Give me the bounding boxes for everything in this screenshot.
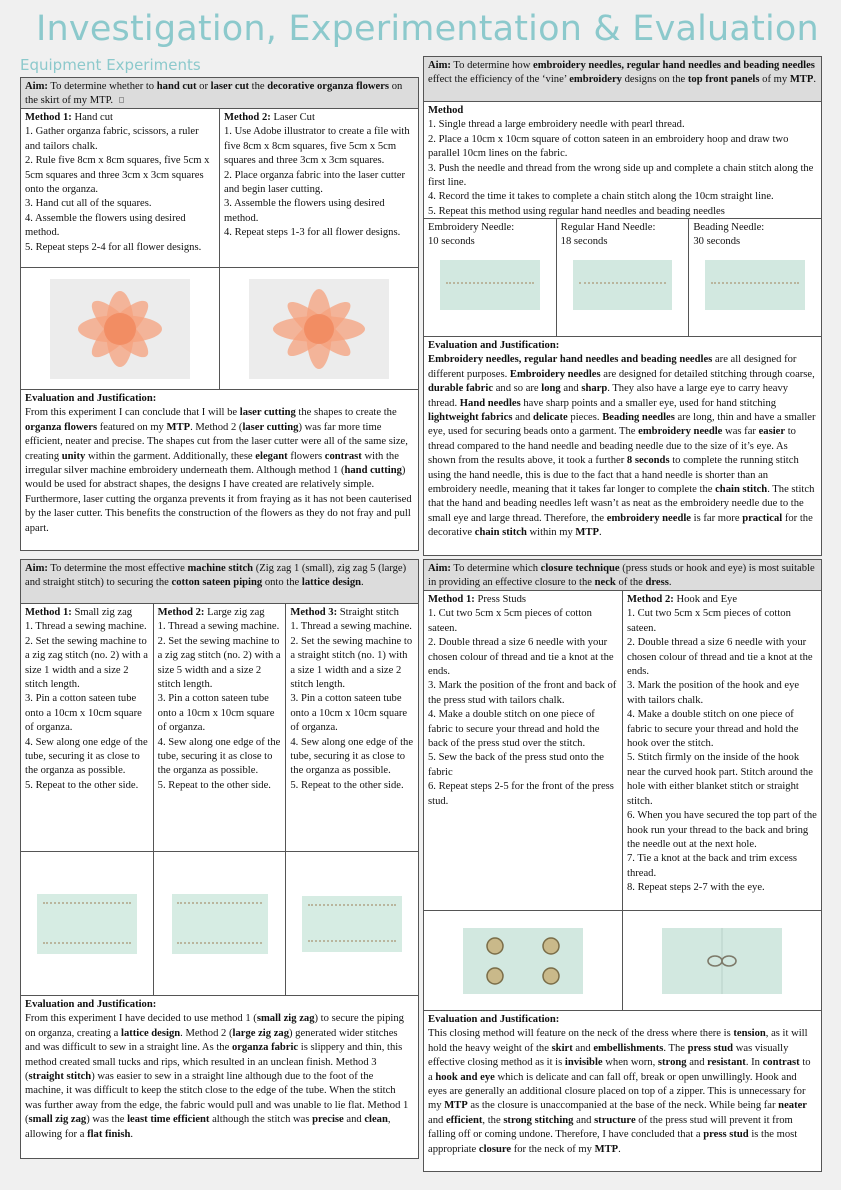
method-step: 5. Repeat this method using regular hand needles and beading needles: [428, 205, 725, 217]
beading-needle-swatch: [705, 260, 805, 310]
hook-and-eye-image: [662, 928, 782, 994]
organza-method-2: [220, 109, 418, 267]
method-step: 4. Make a double stitch on one piece of fabric to secure your thread and hold the back of the press stud over the stitch.: [428, 709, 600, 750]
method-heading: Method 2: Hook and Eye: [627, 594, 738, 605]
organza-eval-title: Evaluation and Justification:: [25, 393, 157, 404]
method-step: 1. Cut two 5cm x 5cm pieces of cotton sateen.: [428, 608, 592, 634]
closure-method-2: [623, 591, 821, 910]
hand-needle-swatch: [573, 260, 673, 310]
method-step: 2. Set the sewing machine to a zig zag stitch (no. 2) with a size 5 width and a size 2 stitch length.: [157, 635, 281, 691]
method-step: 1. Thread a sewing machine.: [25, 621, 147, 633]
embroidery-results-row: [424, 219, 821, 337]
method-step: 4. Assemble the flowers using desired method.: [25, 212, 186, 239]
method-step: 4. Sew along one edge of the tube, securing it as close to the organza as possible.: [25, 736, 148, 777]
result-beading-needle: [689, 219, 821, 336]
method-step: 4. Repeat steps 1-3 for all flower designs.: [224, 227, 401, 239]
method-step: 3. Pin a cotton sateen tube onto a 10cm x 10cm square of organza.: [290, 693, 408, 734]
organza-aim-text: To determine whether to hand cut or laser cut the decorative organza flowers on the skirt of my MTP.: [25, 81, 403, 107]
result-embroidery-needle: [424, 219, 557, 336]
closure-method-1: [424, 591, 623, 910]
closure-eval-title: Evaluation and Justification:: [428, 1014, 560, 1025]
method-step: 1. Use Adobe illustrator to create a file with five 8cm x 8cm squares, five 5cm x 5cm squares and three 3cm x 3cm squares.: [224, 126, 410, 167]
result-needle-label: Embroidery Needle:: [428, 222, 515, 233]
page-title: Investigation, Experimentation & Evaluation: [36, 9, 819, 49]
embroidery-method-title: Method: [428, 105, 464, 116]
machine-images-row: [21, 852, 418, 996]
method-step: 3. Push the needle and thread from the wrong side up and complete a chain stitch along the first line.: [428, 162, 814, 189]
method-step: 2. Double thread a size 6 needle with your chosen colour of thread and tie a knot at the ends.: [428, 637, 614, 678]
machine-stitch-panel: [20, 559, 419, 1159]
machine-method-2: [154, 604, 287, 851]
method-step: 5. Repeat to the other side.: [157, 779, 271, 791]
method-heading: Method 2: Laser Cut: [224, 112, 315, 123]
method-step: 6. When you have secured the top part of the hook run your thread to the back and bring the needle out at the next hole.: [627, 810, 817, 850]
result-time: 30 seconds: [693, 236, 741, 248]
method-heading: Method 1: Small zig zag: [25, 607, 133, 618]
embroidery-aim-text: To determine how embroidery needles, regular hand needles and beading needles effect the efficiency of the ‘vine’ embroidery designs on the top front panels of my MTP.: [428, 60, 817, 86]
organza-images-row: [21, 268, 418, 390]
organza-aim: [21, 78, 418, 109]
closure-evaluation: [424, 1011, 821, 1159]
closure-aim-label: Aim:: [428, 563, 451, 574]
method-step: 3. Mark the position of the front and back of the press stud with tailors chalk.: [428, 680, 617, 706]
machine-methods-row: [21, 604, 418, 852]
organza-methods-row: [21, 109, 418, 268]
method-step: 4. Sew along one edge of the tube, securing it as close to the organza as possible.: [290, 736, 414, 777]
method-step: 2. Place a 10cm x 10cm square of cotton sateen in an embroidery hoop and draw two parallel 10cm lines on the fabric.: [428, 133, 789, 160]
result-hand-needle: [557, 219, 690, 336]
method-step: 3. Pin a cotton sateen tube onto a 10cm x 10cm square of organza.: [157, 693, 275, 734]
method-step: 2. Set the sewing machine to a zig zag stitch (no. 2) with a size 1 width and a size 2 stitch length.: [25, 635, 148, 691]
machine-eval-text: From this experiment I have decided to use method 1 (small zig zag) to secure the piping on organza, creating a lattice design. Method 2 (large zig zag) generated wider stitches and was difficult to sew in a straight line. As the organza fabric is slippery and thin, this method created small tucks and rips, which resulted in an unclean finish. Method 3 (straight stitch) was easier to sew in a straight line although due to the foot of the machine, it was difficult to keep the stitch close to the edge of the tube. When the stitch was further away from the edge, the fabric would pull and was unable to lie flat. Method 1 (small zig zag) was the least time efficient although the stitch was precise and clean, allowing for a flat finish.: [25, 1013, 409, 1140]
method-step: 7. Tie a knot at the back and trim excess thread.: [627, 853, 798, 879]
result-time: 18 seconds: [560, 236, 608, 248]
organza-image-hand-cut: [21, 268, 220, 389]
method-step: 1. Single thread a large embroidery needle with pearl thread.: [428, 119, 685, 131]
closure-aim-text: To determine which closure technique (press studs or hook and eye) is most suitable in providing an effective closure to the neck of the dress.: [428, 563, 815, 589]
method-heading: Method 3: Straight stitch: [290, 607, 399, 618]
method-heading: Method 1: Hand cut: [25, 112, 113, 123]
organza-experiment-panel: [20, 77, 419, 551]
large-zig-zag-sample: [154, 852, 287, 995]
machine-aim: [21, 560, 418, 604]
embroidery-eval-text: Embroidery needles, regular hand needles and beading needles are all designed for different purposes. Embroidery needles are designed for detailed stitching through coarse, durable fabric and so are long and sharp. They also have a large eye to carry heavy thread. Hand needles have sharp points and a smaller eye, used for hand stitching lightweight fabrics and delicate pieces. Beading needles are long, thin and have a smaller eye, used for securing beads onto a garment. The embroidery needle was far easier to thread compared to the hand needle and beading needle due to the size of it’s eye. As shown from the results above, it took a further 8 seconds to complete the running stitch using the hand needle, this is due to the fact that a hand needle is shorter than an embroidery needle, meaning that it takes far longer to complete the chain stitch. The stitch that the hand and beading needles left wasn’t as neat as the embroidery needle due to the small eye and large thread. Therefore, the embroidery needle is far more practical for the decorative chain stitch within my MTP.: [428, 354, 816, 539]
organza-eval-text: From this experiment I can conclude that I will be laser cutting the shapes to create the organza flowers featured on my MTP. Method 2 (laser cutting) was far more time efficient, neater and precise. The shapes cut from the laser cutter were all of the same size, creating unity within the garment. Additionally, these elegant flowers contrast with the irregular silver machine embroidery underneath them. Although method 1 (hand cutting) would be used for abstract shapes, the designs I have created are relatively simple. Furthermore, laser cutting the organza prevents it from fraying as it has not been cauterised by the laser cutter. This benefits the construction of the flowers as they do not fray and pull apart.: [25, 407, 412, 534]
method-heading: Method 1: Press Studs: [428, 594, 527, 605]
method-step: 3. Pin a cotton sateen tube onto a 10cm x 10cm square of organza.: [25, 693, 142, 734]
method-step: 5. Repeat to the other side.: [25, 779, 139, 791]
machine-aim-label: Aim:: [25, 563, 48, 574]
method-step: 5. Stitch firmly on the inside of the hook near the curved hook part. Stitch around the hole with either blanket stitch or straight stitch.: [627, 752, 813, 807]
method-step: 4. Make a double stitch on one piece of fabric to secure your thread and hold the hook over the stitch.: [627, 709, 799, 750]
method-step: 2. Double thread a size 6 needle with your chosen colour of thread and tie a knot at the ends.: [627, 637, 813, 678]
method-step: 5. Sew the back of the press stud onto the fabric: [428, 752, 604, 778]
machine-method-1: [21, 604, 154, 851]
method-heading: Method 2: Large zig zag: [157, 607, 265, 618]
organza-aim-label: Aim:: [25, 81, 48, 92]
embroidery-experiment-panel: [423, 56, 822, 556]
embroidery-eval-title: Evaluation and Justification:: [428, 340, 560, 351]
method-step: 5. Repeat steps 2-4 for all flower designs.: [25, 241, 202, 253]
method-step: 3. Assemble the flowers using desired method.: [224, 198, 385, 224]
result-needle-label: Regular Hand Needle:: [560, 222, 656, 233]
organza-method-1: [21, 109, 220, 267]
embroidery-aim-label: Aim:: [428, 60, 451, 71]
method-step: 4. Sew along one edge of the tube, securing it as close to the organza as possible.: [157, 736, 281, 777]
method-step: 1. Thread a sewing machine.: [157, 621, 280, 633]
method-step: 3. Hand cut all of the squares.: [25, 198, 152, 210]
embroidery-aim: [424, 57, 821, 102]
embroidery-method: [424, 102, 821, 219]
machine-aim-text: To determine the most effective machine stitch (Zig zag 1 (small), zig zag 5 (large) and straight stitch) to securing the cotton sateen piping onto the lattice design.: [25, 563, 407, 589]
closure-aim: [424, 560, 821, 591]
method-step: 1. Cut two 5cm x 5cm pieces of cotton sateen.: [627, 608, 791, 634]
embroidery-evaluation: [424, 337, 821, 543]
straight-stitch-sample: [286, 852, 418, 995]
machine-method-3: [286, 604, 418, 851]
small-square-icon: [119, 97, 124, 103]
closure-images-row: [424, 911, 821, 1011]
method-step: 2. Place organza fabric into the laser cutter and begin laser cutting.: [224, 169, 405, 196]
method-step: 4. Record the time it takes to complete a chain stitch along the 10cm straight line.: [428, 191, 774, 203]
embroidery-needle-swatch: [440, 260, 540, 310]
machine-eval-title: Evaluation and Justification:: [25, 999, 157, 1010]
method-step: 1. Gather organza fabric, scissors, a ruler and tailors chalk.: [25, 126, 199, 152]
method-step: 5. Repeat to the other side.: [290, 779, 404, 791]
result-needle-label: Beading Needle:: [693, 222, 765, 233]
embroidery-method-steps: [428, 118, 817, 219]
closure-technique-panel: [423, 559, 822, 1172]
organza-flower-hand-cut: [50, 279, 190, 379]
method-step: 2. Rule five 8cm x 8cm squares, five 5cm x 5cm squares and three 3cm x 3cm squares onto the organza.: [25, 155, 210, 196]
organza-evaluation: [21, 390, 418, 538]
result-time: 10 seconds: [428, 236, 475, 248]
machine-evaluation: [21, 996, 418, 1144]
hook-and-eye-sample: [623, 911, 821, 1010]
page-subtitle: Equipment Experiments: [20, 56, 201, 74]
press-stud-image: [463, 928, 583, 994]
method-step: 1. Thread a sewing machine.: [290, 621, 412, 633]
closure-methods-row: [424, 591, 821, 911]
organza-image-laser-cut: [220, 268, 418, 389]
small-zig-zag-sample: [21, 852, 154, 995]
closure-eval-text: This closing method will feature on the neck of the dress where there is tension, as it will hold the heavy weight of the skirt and embellishments. The press stud was visually effective closing method as it is invisible when worn, strong and resistant. In contrast to a hook and eye which is delicate and can fall off, break or open unwillingly. Hook and eyes are generally an additional closure placed on top of a zipper. This is unnecessary for my MTP as the closure is unaccompanied at the base of the neck. While being far neater and efficient, the strong stitching and structure of the press stud will prevent it from falling off or coming undone. Therefore, I have concluded that a press stud is the most appropriate closure for the neck of my MTP.: [428, 1028, 811, 1155]
press-stud-sample: [424, 911, 623, 1010]
method-step: 2. Set the sewing machine to a straight stitch (no. 1) with a size 1 width and a size 2 stitch length.: [290, 635, 413, 691]
organza-flower-laser-cut: [249, 279, 389, 379]
method-step: 3. Mark the position of the hook and eye with tailors chalk.: [627, 680, 800, 706]
method-step: 8. Repeat steps 2-7 with the eye.: [627, 882, 765, 894]
method-step: 6. Repeat steps 2-5 for the front of the press stud.: [428, 781, 614, 807]
